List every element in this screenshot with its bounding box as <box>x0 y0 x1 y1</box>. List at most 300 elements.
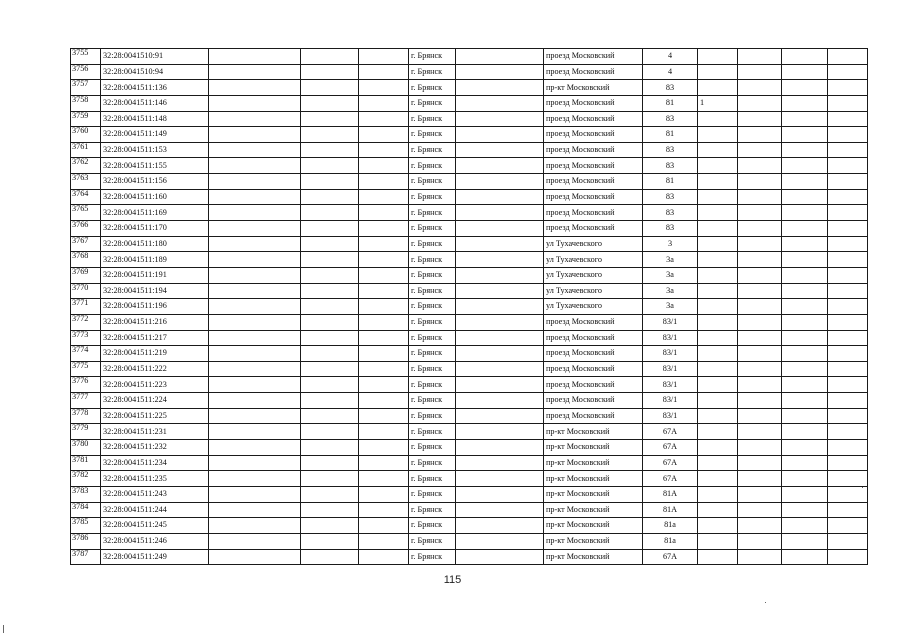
cadastral-number-cell: 32:28:0041511:194 <box>101 283 209 299</box>
empty-cell <box>301 142 359 158</box>
house-number-cell: 81а <box>643 533 698 549</box>
city-cell: г. Брянск <box>409 267 456 283</box>
empty-cell <box>828 49 868 65</box>
empty-cell <box>828 95 868 111</box>
empty-cell <box>209 49 301 65</box>
empty-cell <box>456 346 544 362</box>
house-number-cell: 83/1 <box>643 314 698 330</box>
empty-cell <box>782 549 828 565</box>
empty-cell <box>456 158 544 174</box>
scan-speck <box>3 625 4 633</box>
empty-cell <box>301 189 359 205</box>
cadastral-number-cell: 32:28:0041511:136 <box>101 80 209 96</box>
house-number-cell: 83/1 <box>643 408 698 424</box>
empty-cell <box>782 455 828 471</box>
empty-cell <box>359 455 409 471</box>
empty-cell <box>738 377 782 393</box>
empty-cell <box>782 330 828 346</box>
extra-cell <box>698 252 738 268</box>
street-cell: проезд Московский <box>544 205 643 221</box>
house-number-cell: 3 <box>643 236 698 252</box>
extra-cell <box>698 533 738 549</box>
table-row <box>71 455 868 471</box>
cadastral-number-cell: 32:28:0041511:169 <box>101 205 209 221</box>
empty-cell <box>209 95 301 111</box>
empty-cell <box>782 49 828 65</box>
empty-cell <box>456 252 544 268</box>
empty-cell <box>359 221 409 237</box>
empty-cell <box>209 267 301 283</box>
row-number-cell: 3770 <box>71 283 101 299</box>
house-number-cell: 81 <box>643 95 698 111</box>
empty-cell <box>209 471 301 487</box>
street-cell: ул Тухачевского <box>544 299 643 315</box>
empty-cell <box>738 205 782 221</box>
empty-cell <box>301 549 359 565</box>
street-cell: проезд Московский <box>544 189 643 205</box>
empty-cell <box>456 533 544 549</box>
row-number-cell: 3772 <box>71 314 101 330</box>
scan-speck <box>765 602 766 603</box>
empty-cell <box>738 486 782 502</box>
table-row <box>71 49 868 65</box>
table-row <box>71 267 868 283</box>
row-number-cell: 3785 <box>71 518 101 534</box>
empty-cell <box>456 440 544 456</box>
empty-cell <box>359 346 409 362</box>
extra-cell <box>698 236 738 252</box>
empty-cell <box>209 377 301 393</box>
house-number-cell: 67А <box>643 455 698 471</box>
empty-cell <box>209 502 301 518</box>
cadastral-number-cell: 32:28:0041511:180 <box>101 236 209 252</box>
empty-cell <box>359 361 409 377</box>
cadastral-number-cell: 32:28:0041511:160 <box>101 189 209 205</box>
empty-cell <box>359 283 409 299</box>
city-cell: г. Брянск <box>409 424 456 440</box>
city-cell: г. Брянск <box>409 377 456 393</box>
street-cell: проезд Московский <box>544 408 643 424</box>
row-number-cell: 3773 <box>71 330 101 346</box>
empty-cell <box>359 314 409 330</box>
cadastral-number-cell: 32:28:0041511:245 <box>101 518 209 534</box>
empty-cell <box>456 455 544 471</box>
cadastral-number-cell: 32:28:0041511:224 <box>101 393 209 409</box>
city-cell: г. Брянск <box>409 189 456 205</box>
cadastral-number-cell: 32:28:0041511:243 <box>101 486 209 502</box>
cadastral-number-cell: 32:28:0041511:196 <box>101 299 209 315</box>
empty-cell <box>359 174 409 190</box>
empty-cell <box>738 314 782 330</box>
empty-cell <box>738 142 782 158</box>
street-cell: пр-кт Московский <box>544 502 643 518</box>
empty-cell <box>456 314 544 330</box>
table-row <box>71 174 868 190</box>
table-row <box>71 64 868 80</box>
row-number-cell: 3777 <box>71 393 101 409</box>
empty-cell <box>301 377 359 393</box>
empty-cell <box>782 393 828 409</box>
city-cell: г. Брянск <box>409 518 456 534</box>
street-cell: ул Тухачевского <box>544 283 643 299</box>
house-number-cell: 3а <box>643 267 698 283</box>
empty-cell <box>359 189 409 205</box>
empty-cell <box>456 330 544 346</box>
extra-cell <box>698 299 738 315</box>
house-number-cell: 3а <box>643 299 698 315</box>
empty-cell <box>209 330 301 346</box>
empty-cell <box>359 471 409 487</box>
empty-cell <box>209 64 301 80</box>
empty-cell <box>738 518 782 534</box>
city-cell: г. Брянск <box>409 486 456 502</box>
street-cell: проезд Московский <box>544 64 643 80</box>
empty-cell <box>456 64 544 80</box>
extra-cell <box>698 330 738 346</box>
cadastral-number-cell: 32:28:0041511:225 <box>101 408 209 424</box>
empty-cell <box>301 455 359 471</box>
extra-cell <box>698 174 738 190</box>
table-row <box>71 95 868 111</box>
empty-cell <box>301 486 359 502</box>
empty-cell <box>301 95 359 111</box>
city-cell: г. Брянск <box>409 440 456 456</box>
empty-cell <box>359 299 409 315</box>
extra-cell <box>698 424 738 440</box>
empty-cell <box>301 236 359 252</box>
empty-cell <box>828 174 868 190</box>
empty-cell <box>209 408 301 424</box>
empty-cell <box>738 80 782 96</box>
empty-cell <box>738 361 782 377</box>
table-row <box>71 314 868 330</box>
cadastral-number-cell: 32:28:0041511:249 <box>101 549 209 565</box>
table-row <box>71 330 868 346</box>
empty-cell <box>738 252 782 268</box>
row-number-cell: 3761 <box>71 142 101 158</box>
house-number-cell: 67А <box>643 549 698 565</box>
city-cell: г. Брянск <box>409 455 456 471</box>
table-row <box>71 236 868 252</box>
empty-cell <box>301 440 359 456</box>
cadastral-number-cell: 32:28:0041510:94 <box>101 64 209 80</box>
empty-cell <box>209 221 301 237</box>
table-row <box>71 518 868 534</box>
city-cell: г. Брянск <box>409 299 456 315</box>
street-cell: проезд Московский <box>544 314 643 330</box>
empty-cell <box>828 486 868 502</box>
empty-cell <box>782 377 828 393</box>
empty-cell <box>456 267 544 283</box>
empty-cell <box>738 533 782 549</box>
empty-cell <box>209 549 301 565</box>
empty-cell <box>209 111 301 127</box>
table-row <box>71 299 868 315</box>
row-number-cell: 3764 <box>71 189 101 205</box>
house-number-cell: 81 <box>643 127 698 143</box>
empty-cell <box>209 174 301 190</box>
city-cell: г. Брянск <box>409 127 456 143</box>
extra-cell <box>698 49 738 65</box>
empty-cell <box>738 549 782 565</box>
empty-cell <box>456 361 544 377</box>
empty-cell <box>782 267 828 283</box>
empty-cell <box>456 127 544 143</box>
empty-cell <box>828 158 868 174</box>
empty-cell <box>456 471 544 487</box>
house-number-cell: 67А <box>643 440 698 456</box>
house-number-cell: 67А <box>643 424 698 440</box>
extra-cell <box>698 283 738 299</box>
empty-cell <box>828 502 868 518</box>
row-number-cell: 3775 <box>71 361 101 377</box>
empty-cell <box>738 440 782 456</box>
table-row <box>71 205 868 221</box>
empty-cell <box>301 205 359 221</box>
street-cell: проезд Московский <box>544 393 643 409</box>
empty-cell <box>738 221 782 237</box>
extra-cell <box>698 111 738 127</box>
street-cell: проезд Московский <box>544 346 643 362</box>
extra-cell <box>698 346 738 362</box>
table-row <box>71 424 868 440</box>
empty-cell <box>359 111 409 127</box>
house-number-cell: 83 <box>643 111 698 127</box>
empty-cell <box>828 64 868 80</box>
extra-cell: 1 <box>698 95 738 111</box>
empty-cell <box>738 111 782 127</box>
empty-cell <box>828 127 868 143</box>
empty-cell <box>456 299 544 315</box>
empty-cell <box>782 440 828 456</box>
empty-cell <box>301 221 359 237</box>
empty-cell <box>209 236 301 252</box>
table-row <box>71 283 868 299</box>
city-cell: г. Брянск <box>409 361 456 377</box>
table-row <box>71 221 868 237</box>
empty-cell <box>456 111 544 127</box>
city-cell: г. Брянск <box>409 252 456 268</box>
empty-cell <box>209 158 301 174</box>
city-cell: г. Брянск <box>409 502 456 518</box>
empty-cell <box>359 236 409 252</box>
cadastral-number-cell: 32:28:0041511:216 <box>101 314 209 330</box>
empty-cell <box>782 424 828 440</box>
empty-cell <box>738 471 782 487</box>
empty-cell <box>738 64 782 80</box>
table-row <box>71 408 868 424</box>
empty-cell <box>828 252 868 268</box>
street-cell: пр-кт Московский <box>544 549 643 565</box>
cadastral-number-cell: 32:28:0041511:155 <box>101 158 209 174</box>
empty-cell <box>209 533 301 549</box>
cadastral-number-cell: 32:28:0041511:232 <box>101 440 209 456</box>
table-row <box>71 533 868 549</box>
row-number-cell: 3780 <box>71 440 101 456</box>
street-cell: пр-кт Московский <box>544 440 643 456</box>
empty-cell <box>782 252 828 268</box>
street-cell: ул Тухачевского <box>544 267 643 283</box>
empty-cell <box>301 314 359 330</box>
empty-cell <box>828 518 868 534</box>
empty-cell <box>209 205 301 221</box>
empty-cell <box>782 408 828 424</box>
empty-cell <box>301 533 359 549</box>
empty-cell <box>738 95 782 111</box>
cadastral-number-cell: 32:28:0041511:217 <box>101 330 209 346</box>
street-cell: проезд Московский <box>544 142 643 158</box>
row-number-cell: 3774 <box>71 346 101 362</box>
extra-cell <box>698 267 738 283</box>
row-number-cell: 3757 <box>71 80 101 96</box>
empty-cell <box>359 393 409 409</box>
row-number-cell: 3760 <box>71 127 101 143</box>
house-number-cell: 83 <box>643 221 698 237</box>
cadastral-number-cell: 32:28:0041511:153 <box>101 142 209 158</box>
extra-cell <box>698 361 738 377</box>
empty-cell <box>828 205 868 221</box>
empty-cell <box>456 95 544 111</box>
empty-cell <box>782 158 828 174</box>
row-number-cell: 3781 <box>71 455 101 471</box>
cadastral-number-cell: 32:28:0041510:91 <box>101 49 209 65</box>
empty-cell <box>738 330 782 346</box>
city-cell: г. Брянск <box>409 80 456 96</box>
extra-cell <box>698 205 738 221</box>
extra-cell <box>698 64 738 80</box>
row-number-cell: 3755 <box>71 49 101 65</box>
empty-cell <box>456 377 544 393</box>
row-number-cell: 3762 <box>71 158 101 174</box>
house-number-cell: 83 <box>643 142 698 158</box>
street-cell: проезд Московский <box>544 49 643 65</box>
empty-cell <box>301 502 359 518</box>
page-number: 115 <box>443 574 462 586</box>
empty-cell <box>359 330 409 346</box>
city-cell: г. Брянск <box>409 158 456 174</box>
empty-cell <box>782 486 828 502</box>
empty-cell <box>301 393 359 409</box>
table-row <box>71 158 868 174</box>
row-number-cell: 3782 <box>71 471 101 487</box>
cadastral-number-cell: 32:28:0041511:191 <box>101 267 209 283</box>
house-number-cell: 83/1 <box>643 330 698 346</box>
empty-cell <box>301 330 359 346</box>
empty-cell <box>209 127 301 143</box>
cadastral-number-cell: 32:28:0041511:246 <box>101 533 209 549</box>
cadastral-number-cell: 32:28:0041511:189 <box>101 252 209 268</box>
empty-cell <box>209 486 301 502</box>
city-cell: г. Брянск <box>409 346 456 362</box>
city-cell: г. Брянск <box>409 408 456 424</box>
row-number-cell: 3766 <box>71 221 101 237</box>
empty-cell <box>209 142 301 158</box>
empty-cell <box>301 127 359 143</box>
empty-cell <box>301 158 359 174</box>
empty-cell <box>828 533 868 549</box>
empty-cell <box>301 424 359 440</box>
empty-cell <box>828 314 868 330</box>
empty-cell <box>209 189 301 205</box>
extra-cell <box>698 408 738 424</box>
empty-cell <box>359 486 409 502</box>
empty-cell <box>209 252 301 268</box>
empty-cell <box>828 142 868 158</box>
extra-cell <box>698 189 738 205</box>
house-number-cell: 81А <box>643 502 698 518</box>
empty-cell <box>301 80 359 96</box>
empty-cell <box>456 174 544 190</box>
empty-cell <box>738 346 782 362</box>
empty-cell <box>301 49 359 65</box>
empty-cell <box>782 111 828 127</box>
empty-cell <box>782 64 828 80</box>
extra-cell <box>698 142 738 158</box>
street-cell: проезд Московский <box>544 111 643 127</box>
extra-cell <box>698 440 738 456</box>
empty-cell <box>782 221 828 237</box>
empty-cell <box>456 80 544 96</box>
empty-cell <box>782 299 828 315</box>
house-number-cell: 81а <box>643 518 698 534</box>
empty-cell <box>301 408 359 424</box>
street-cell: пр-кт Московский <box>544 533 643 549</box>
empty-cell <box>782 314 828 330</box>
cadastral-number-cell: 32:28:0041511:148 <box>101 111 209 127</box>
empty-cell <box>456 549 544 565</box>
street-cell: пр-кт Московский <box>544 455 643 471</box>
empty-cell <box>828 377 868 393</box>
register-table <box>70 48 868 565</box>
table-row <box>71 361 868 377</box>
city-cell: г. Брянск <box>409 174 456 190</box>
street-cell: пр-кт Московский <box>544 80 643 96</box>
house-number-cell: 83 <box>643 205 698 221</box>
house-number-cell: 67А <box>643 471 698 487</box>
empty-cell <box>738 408 782 424</box>
empty-cell <box>209 440 301 456</box>
house-number-cell: 83/1 <box>643 377 698 393</box>
house-number-cell: 83 <box>643 158 698 174</box>
row-number-cell: 3763 <box>71 174 101 190</box>
street-cell: проезд Московский <box>544 377 643 393</box>
table-row <box>71 252 868 268</box>
street-cell: проезд Московский <box>544 221 643 237</box>
empty-cell <box>782 471 828 487</box>
empty-cell <box>738 174 782 190</box>
street-cell: пр-кт Московский <box>544 424 643 440</box>
empty-cell <box>782 142 828 158</box>
empty-cell <box>782 174 828 190</box>
empty-cell <box>782 80 828 96</box>
cadastral-number-cell: 32:28:0041511:219 <box>101 346 209 362</box>
empty-cell <box>301 252 359 268</box>
city-cell: г. Брянск <box>409 64 456 80</box>
row-number-cell: 3765 <box>71 205 101 221</box>
empty-cell <box>359 424 409 440</box>
city-cell: г. Брянск <box>409 283 456 299</box>
table-row <box>71 346 868 362</box>
extra-cell <box>698 221 738 237</box>
empty-cell <box>209 393 301 409</box>
empty-cell <box>738 502 782 518</box>
empty-cell <box>782 533 828 549</box>
empty-cell <box>456 205 544 221</box>
cadastral-number-cell: 32:28:0041511:231 <box>101 424 209 440</box>
empty-cell <box>828 393 868 409</box>
empty-cell <box>359 440 409 456</box>
empty-cell <box>828 424 868 440</box>
